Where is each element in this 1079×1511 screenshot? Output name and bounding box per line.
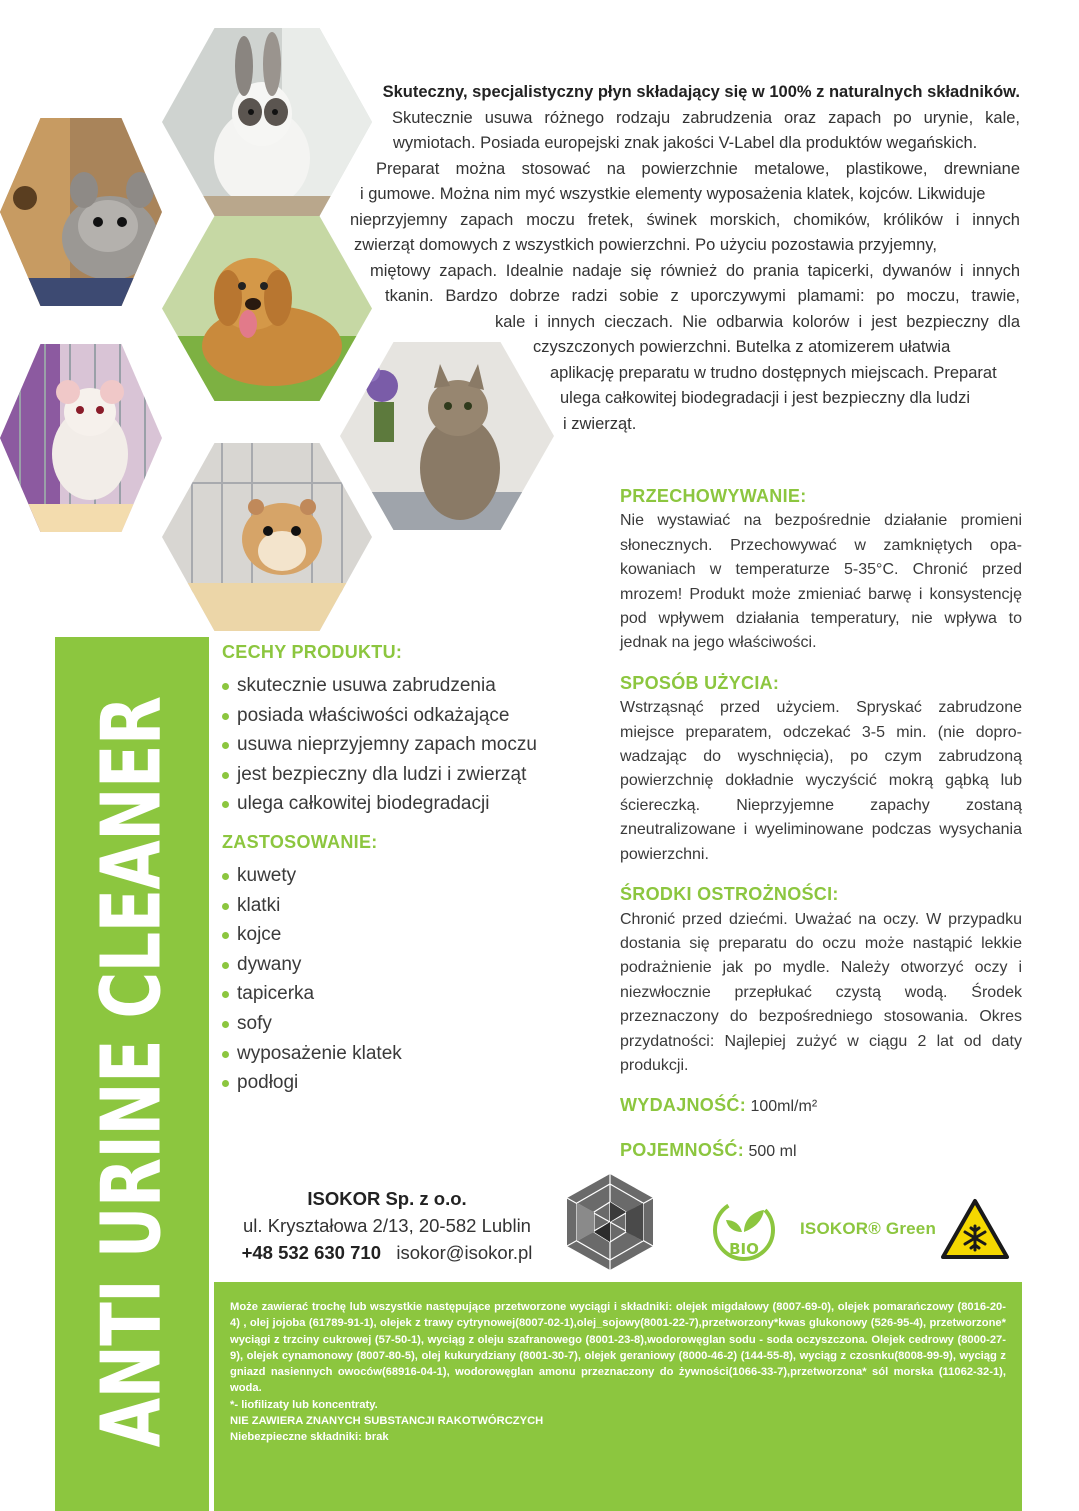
frost-warning-icon (940, 1198, 1010, 1260)
list-item: kuwety (222, 861, 602, 891)
list-item: tapicerka (222, 979, 602, 1009)
capacity-row (620, 1138, 1022, 1164)
company-phone: +48 532 630 710 (241, 1242, 381, 1263)
efficiency-row (620, 1093, 1022, 1119)
intro-line: kale i innych cieczach. Nie odbarwia kolorów i jest bezpieczny dla (495, 312, 1020, 331)
hazard-note: Niebezpieczne składniki: brak (230, 1431, 389, 1444)
capacity-label: POJEMNOŚĆ: (620, 1139, 745, 1160)
intro-line: wymiotach. Posiada europejski znak jakości V-Label dla produktów wegańskich. (393, 134, 978, 152)
company-info (222, 1185, 552, 1266)
chinchilla-photo (0, 118, 162, 306)
hexagon-crystal-logo (563, 1172, 657, 1272)
precautions-heading: ŚRODKI OSTROŻNOŚCI: (620, 884, 839, 905)
intro-line: miętowy zapach. Idealnie nadaje się również do prania tapicerki, dywanów i innych (370, 261, 1020, 280)
precautions-text: Chronić przed dziećmi. Uważać na oczy. W przypadku dostania się preparatu do oczu może nastąpić lekkie podrażnienie jak po mydle. Należy otworzyć oczy i niezwłocznie przepłukać czystą wodą. Środek przeznaczony do bezpośredniego stosowania. Okres przydatności: Najlepiej zużyć w ciągu 2 lat od daty produkcji. (620, 910, 1022, 1074)
storage-section (620, 484, 1022, 656)
company-email: isokor@isokor.pl (396, 1242, 533, 1263)
list-item: podłogi (222, 1068, 602, 1098)
storage-text: Nie wystawiać na bezpośrednie działanie promieni słonecznych. Przechowywać w zamkniętych opakowaniach w temperaturze 5-35°C. Chronić przed mrozem! Produkt może zmieniać barwę i konsystencję pod wpływem działania temperatury, nie wpływa to jednak na jego właściwości. (620, 512, 1022, 652)
uses-section (222, 832, 602, 1098)
features-heading: CECHY PRODUKTU: (222, 642, 403, 662)
efficiency-label: WYDAJNOŚĆ: (620, 1095, 747, 1116)
ingredients-note: *- liofilizaty lub koncentraty. (230, 1398, 378, 1411)
list-item: jest bezpieczny dla ludzi i zwierząt (222, 760, 602, 790)
list-item: skutecznie usuwa zabrudzenia (222, 671, 602, 701)
bio-text: BIO (729, 1240, 759, 1258)
intro-line: aplikację preparatu w trudno dostępnych miejscach. Preparat (550, 363, 997, 382)
product-title-text: ANTI URINE CLEANER (84, 696, 180, 1448)
intro-line: i zwierząt. (563, 414, 637, 433)
intro-line: zwierząt domowych z wszystkich powierzchni. Po użyciu pozostawia przyjemny, (354, 236, 937, 254)
company-contact (222, 1239, 552, 1266)
right-column (620, 484, 1022, 1164)
hamster-photo (162, 443, 372, 631)
usage-heading: SPOSÓB UŻYCIA: (620, 672, 780, 693)
uses-list (222, 861, 602, 1098)
efficiency-value: 100ml/m² (750, 1098, 818, 1116)
rat-photo (0, 344, 162, 532)
ingredients-box (214, 1282, 1022, 1511)
isokor-green-logo: ISOKOR® Green (800, 1219, 937, 1238)
intro-line: ulega całkowitej biodegradacji i jest bezpieczny dla ludzi (560, 389, 970, 407)
product-title-vertical (85, 591, 180, 1511)
list-item: posiada właściwości odkażające (222, 701, 602, 731)
bio-leaf-logo (712, 1198, 776, 1262)
list-item: ulega całkowitej biodegradacji (222, 789, 602, 819)
carcinogen-note: NIE ZAWIERA ZNANYCH SUBSTANCJI RAKOTWÓRCZYCH (230, 1415, 544, 1428)
list-item: dywany (222, 950, 602, 980)
intro-line: nieprzyjemny zapach moczu fretek, świnek morskich, chomików, królików i innych (350, 210, 1020, 229)
capacity-value: 500 ml (748, 1142, 797, 1160)
intro-line: czyszczonych powierzchni. Butelka z atomizerem ułatwia (533, 338, 951, 356)
usage-section (620, 671, 1022, 867)
uses-heading: ZASTOSOWANIE: (222, 832, 378, 852)
intro-paragraph (340, 80, 1020, 437)
intro-line: Preparat można stosować na powierzchnie metalowe, plastikowe, drewniane (376, 159, 1020, 178)
list-item: wyposażenie klatek (222, 1039, 602, 1069)
list-item: kojce (222, 920, 602, 950)
list-item: sofy (222, 1009, 602, 1039)
features-section (222, 642, 602, 819)
list-item: klatki (222, 891, 602, 921)
ingredients-text: Może zawierać trochę lub wszystkie następujące przetworzone wyciągi i składniki: olejek migdałowy (8007-69-0), olejek pomarańczowy (8016-20-4) , olej jojoba (61789-91-1), olejek z trawy cytrynowej(8007-02-1),olej_sojowy(8001-22-7),przetworzony*kwas glukonowy (526-95-4), przetworzone* wyciągi z trzciny cukrowej (57-50-1), wyciąg z oleju szafranowego (8001-23-8),wodorowęglan sodu - soda oczyszczona. Olejek cedrowy (8000-27-9), olejek cynamonowy (8007-80-5), olej kukurydziany (8001-30-7), olejek geraniowy (8000-46-2) (144-55-8), wyciąg z czosnku(8008-99-9), wyciąg z gniazd nasiennych owoców(68916-04-1), wodorowęglan amonu przeznaczony do żywności(1066-33-7),przetworzona* sól morska (11062-32-1), woda. (230, 1301, 1006, 1395)
precautions-section (620, 882, 1022, 1078)
intro-line: Skutecznie usuwa różnego rodzaju zabrudzenia oraz zapach po urynie, kale, (392, 108, 1020, 127)
usage-text: Wstrząsnąć przed użyciem. Spryskać zabrudzone miejsce preparatem, odczekać 3-5 min. (nie doprowadzając do wyschnięcia), po czym zabrudzoną powierzchnię dokładnie wyczyścić mokrą gąbką lub ściereczką. Nieprzyjemne zapachy zostaną zneutralizowane i wyeliminowane podczas wysychania powierzchni. (620, 699, 1022, 863)
intro-line: i gumowe. Można nim myć wszystkie elementy wyposażenia klatek, kojców. Likwiduje (360, 185, 986, 203)
intro-line: tkanin. Bardzo dobrze radzi sobie z uporczywymi plamami: po moczu, trawie, (385, 287, 1020, 305)
list-item: usuwa nieprzyjemny zapach moczu (222, 730, 602, 760)
intro-lead: Skuteczny, specjalistyczny płyn składający się w 100% z naturalnych składników. (382, 83, 1020, 101)
features-list (222, 671, 602, 819)
company-name: ISOKOR Sp. z o.o. (307, 1188, 467, 1209)
company-address: ul. Kryształowa 2/13, 20-582 Lublin (243, 1215, 531, 1236)
storage-heading: PRZECHOWYWANIE: (620, 486, 807, 506)
